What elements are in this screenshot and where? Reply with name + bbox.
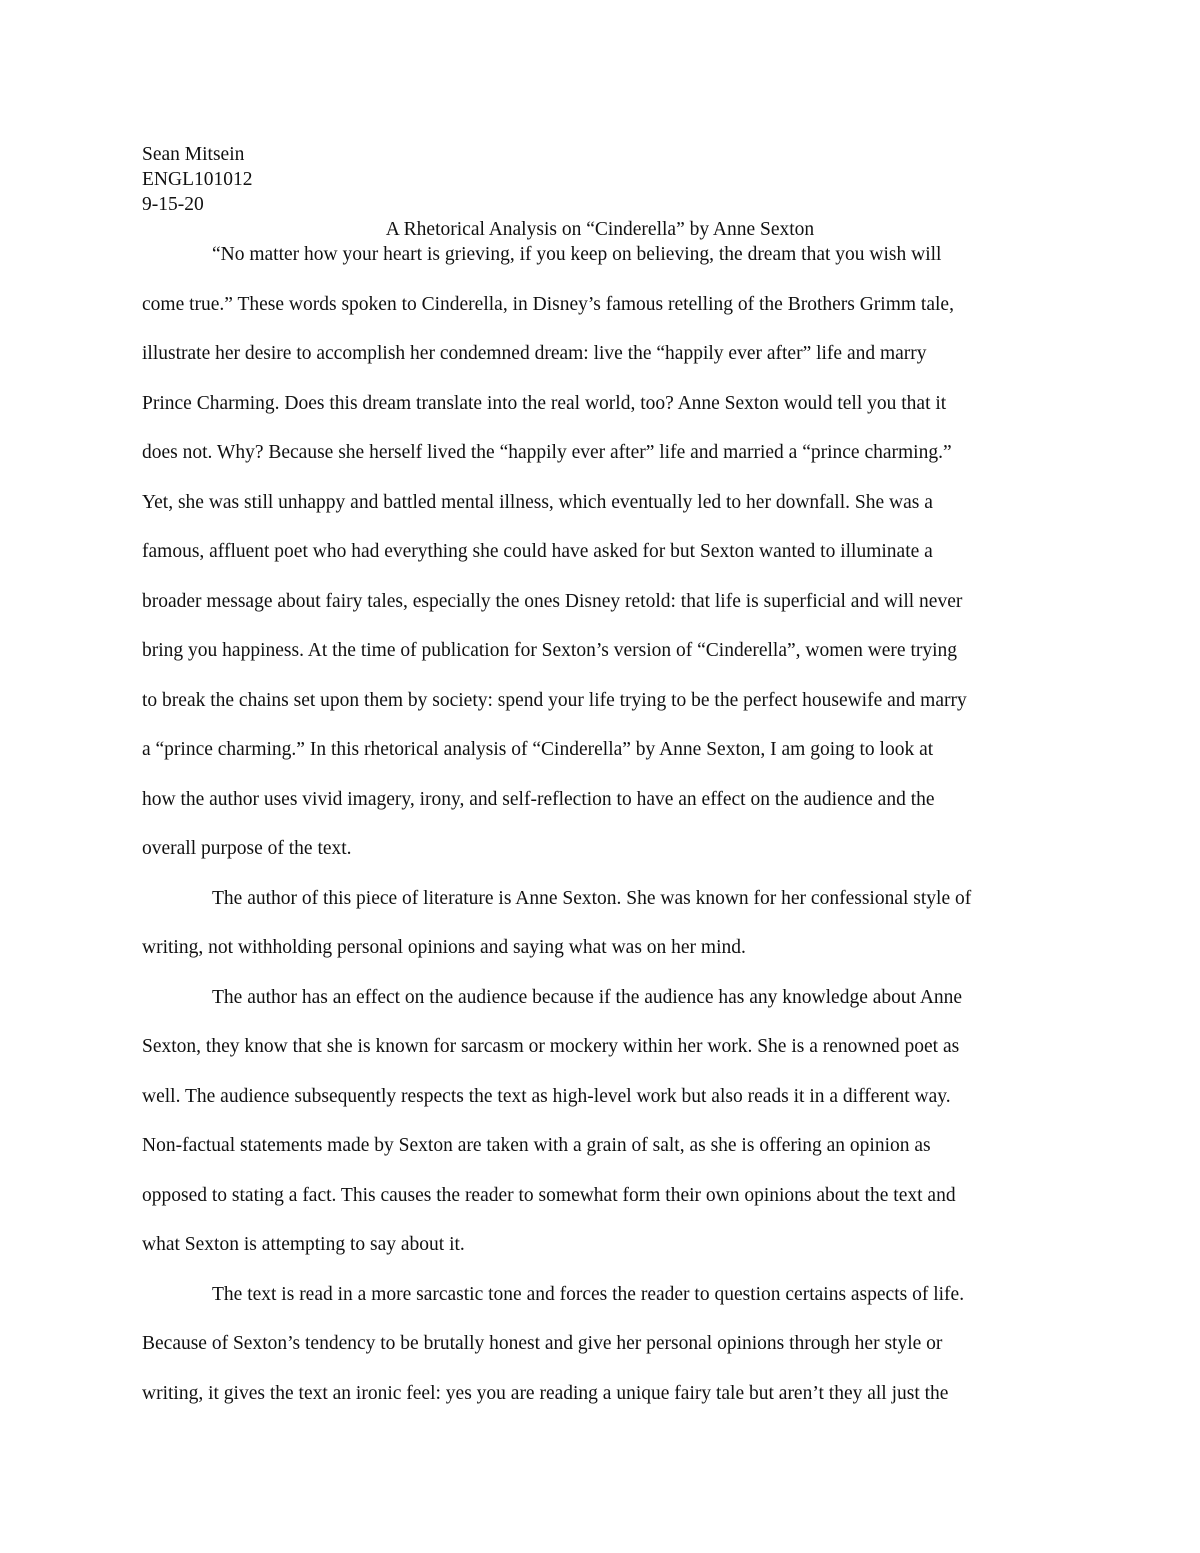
body-line: broader message about fairy tales, especially the ones Disney retold: that life is superficial and will never bbox=[142, 591, 963, 612]
body-line: writing, not withholding personal opinions and saying what was on her mind. bbox=[142, 937, 746, 958]
body-line: a “prince charming.” In this rhetorical analysis of “Cinderella” by Anne Sexton, I am going to look at bbox=[142, 739, 934, 760]
essay-title: A Rhetorical Analysis on “Cinderella” by Anne Sexton bbox=[385, 219, 815, 240]
body-line: writing, it gives the text an ironic feel: yes you are reading a unique fairy tale but aren’t they all just the bbox=[142, 1383, 949, 1404]
body-line: Prince Charming. Does this dream translate into the real world, too? Anne Sexton would tell you that it bbox=[142, 393, 947, 414]
body-line: come true.” These words spoken to Cinderella, in Disney’s famous retelling of the Brothers Grimm tale, bbox=[142, 294, 954, 315]
body-line: Because of Sexton’s tendency to be brutally honest and give her personal opinions through her style or bbox=[142, 1333, 943, 1354]
date: 9-15-20 bbox=[142, 194, 204, 215]
body-line: to break the chains set upon them by society: spend your life trying to be the perfect housewife and marry bbox=[142, 690, 967, 711]
course-code: ENGL101012 bbox=[142, 169, 253, 190]
body-line: The author has an effect on the audience because if the audience has any knowledge about Anne bbox=[212, 987, 963, 1008]
body-line: bring you happiness. At the time of publication for Sexton’s version of “Cinderella”, women were trying bbox=[142, 640, 958, 661]
author-name: Sean Mitsein bbox=[142, 144, 245, 165]
body-line: does not. Why? Because she herself lived the “happily ever after” life and married a “prince charming.” bbox=[142, 442, 952, 463]
body-line: Non-factual statements made by Sexton are taken with a grain of salt, as she is offering an opinion as bbox=[142, 1135, 931, 1156]
body-line: how the author uses vivid imagery, irony, and self-reflection to have an effect on the audience and the bbox=[142, 789, 935, 810]
body-line: Sexton, they know that she is known for sarcasm or mockery within her work. She is a renowned poet as bbox=[142, 1036, 960, 1057]
body-line: illustrate her desire to accomplish her condemned dream: live the “happily ever after” life and marry bbox=[142, 343, 927, 364]
body-line: overall purpose of the text. bbox=[142, 838, 352, 859]
body-line: The author of this piece of literature is Anne Sexton. She was known for her confessional style of bbox=[212, 888, 972, 909]
body-line: opposed to stating a fact. This causes the reader to somewhat form their own opinions about the text and bbox=[142, 1185, 956, 1206]
body-line: what Sexton is attempting to say about it. bbox=[142, 1234, 465, 1255]
body-line: well. The audience subsequently respects the text as high-level work but also reads it in a different way. bbox=[142, 1086, 951, 1107]
body-line: The text is read in a more sarcastic tone and forces the reader to question certains aspects of life. bbox=[212, 1284, 965, 1305]
body-line: famous, affluent poet who had everything she could have asked for but Sexton wanted to illuminate a bbox=[142, 541, 933, 562]
heading-block bbox=[142, 142, 253, 217]
body-line: Yet, she was still unhappy and battled mental illness, which eventually led to her downfall. She was a bbox=[142, 492, 933, 513]
body-line: “No matter how your heart is grieving, if you keep on believing, the dream that you wish will bbox=[212, 244, 942, 265]
